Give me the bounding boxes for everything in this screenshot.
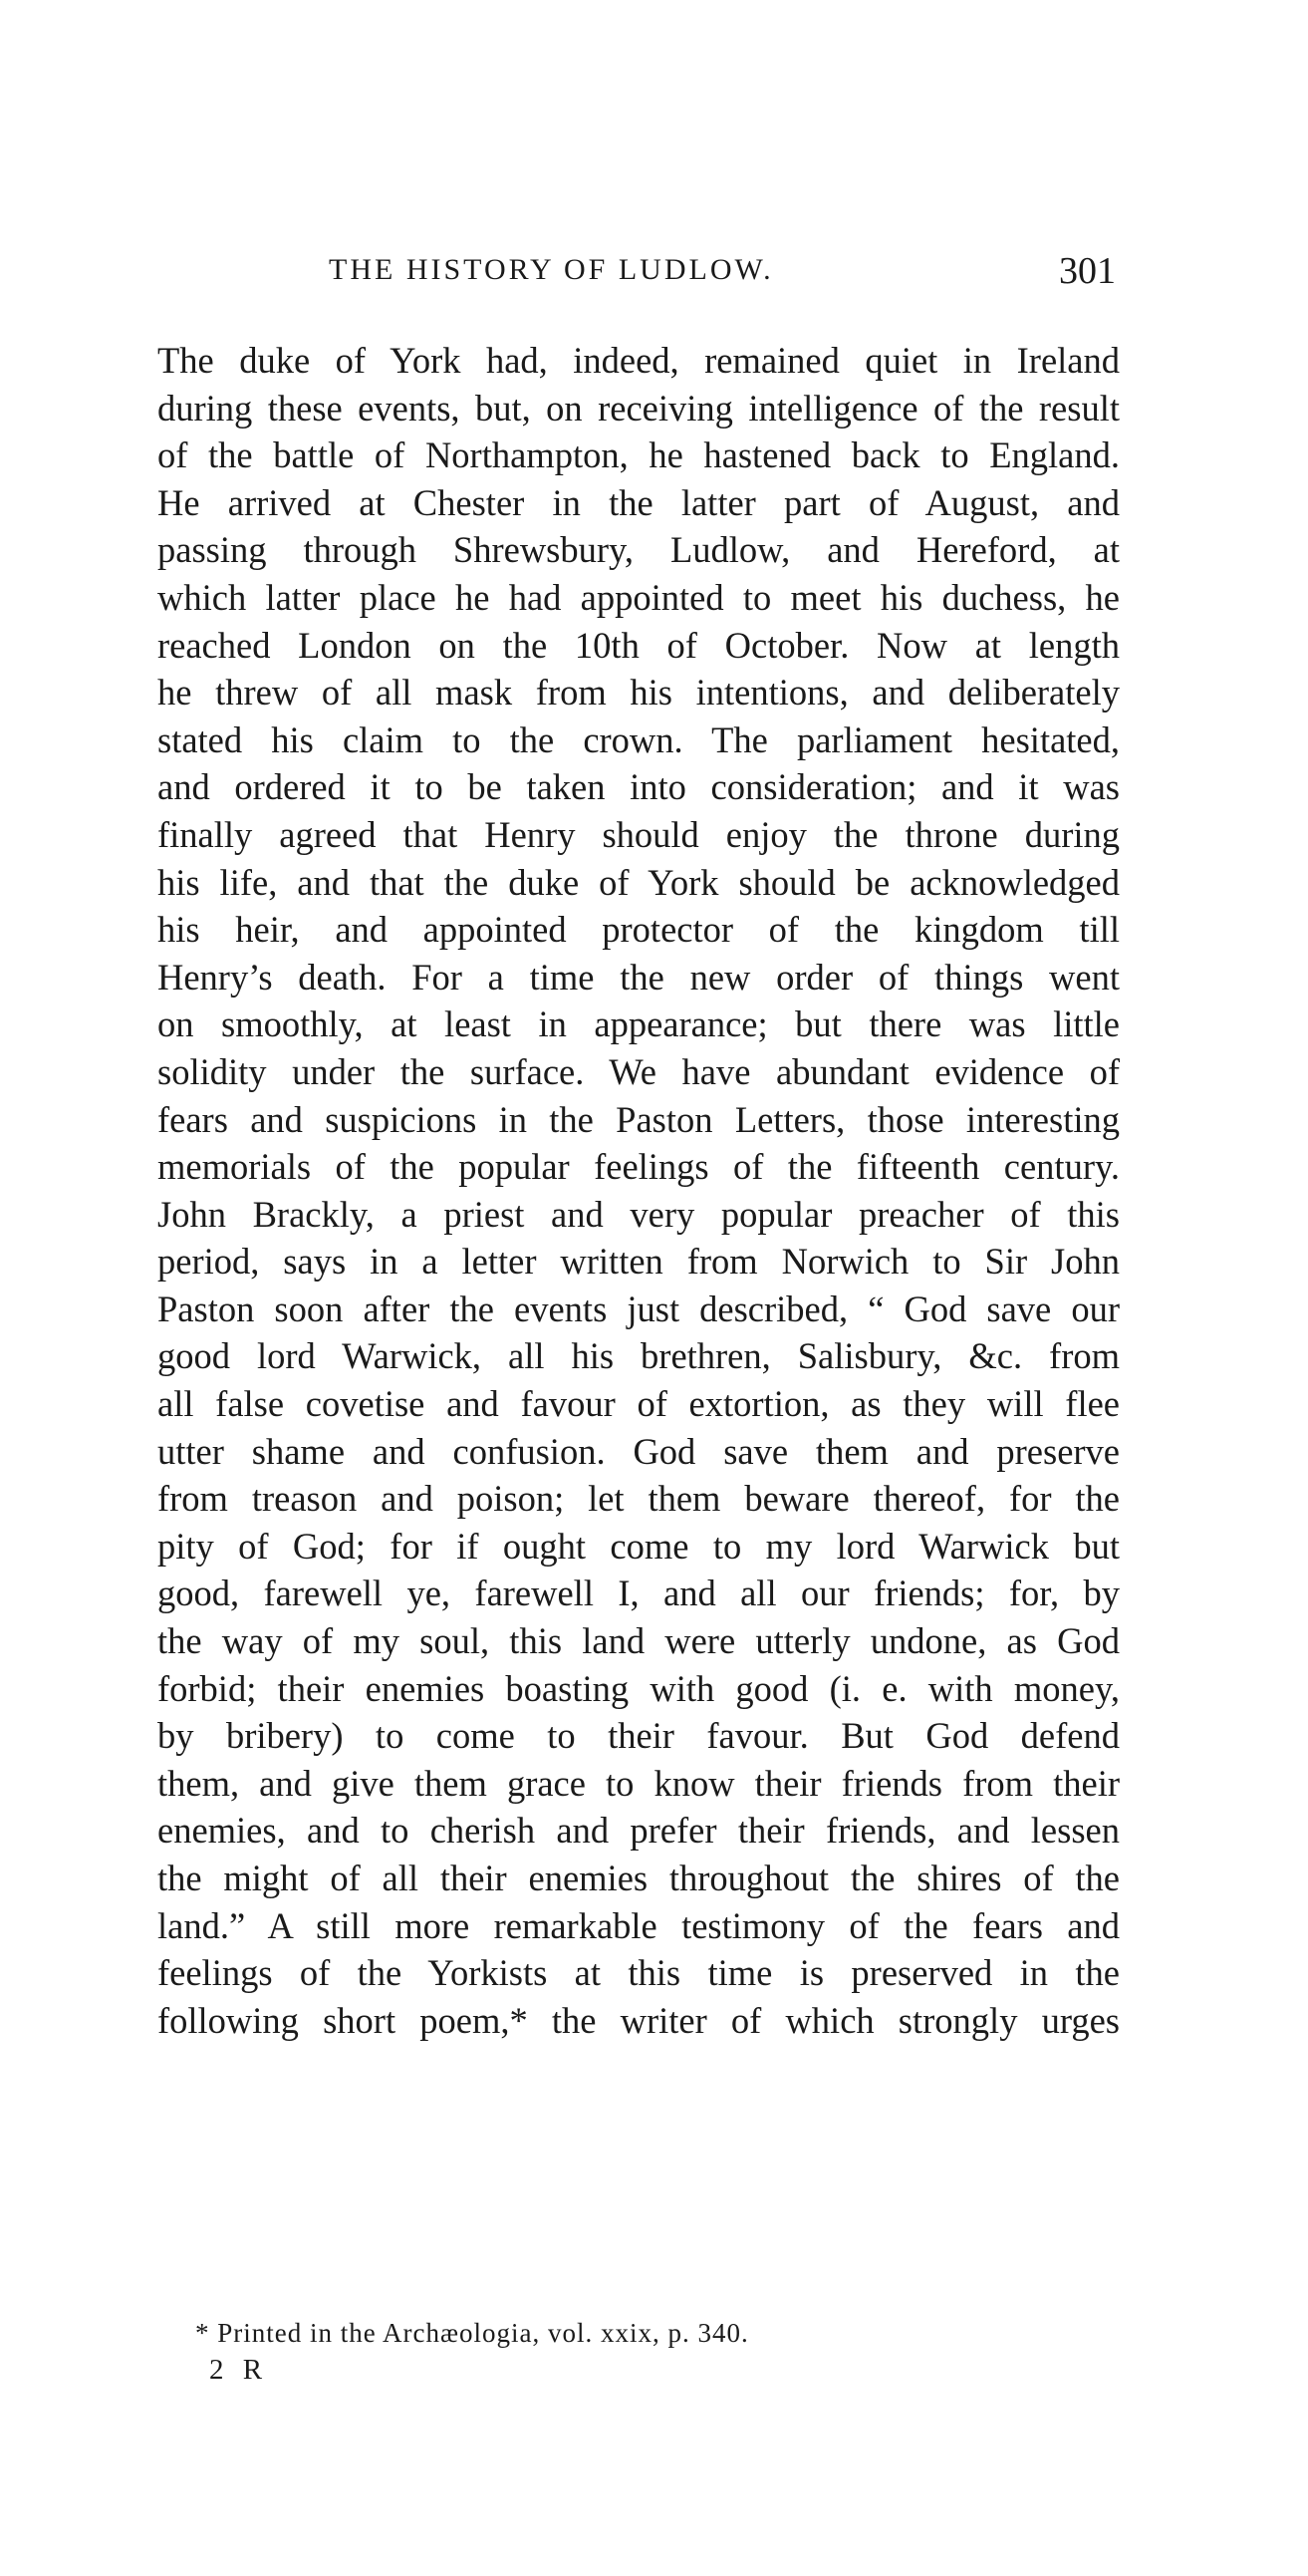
running-title: THE HISTORY OF LUDLOW. bbox=[329, 253, 774, 286]
text-line: and ordered it to be taken into consideration; and it was bbox=[157, 766, 1120, 808]
text-line: good, farewell ye, farewell I, and all our friends; for, by bbox=[157, 1573, 1120, 1614]
signature-mark: 2 R bbox=[209, 2354, 269, 2386]
text-line: good lord Warwick, all his brethren, Salisbury, &c. from bbox=[157, 1335, 1120, 1377]
text-line: his heir, and appointed protector of the kingdom till bbox=[157, 909, 1120, 951]
text-line: land.” A still more remarkable testimony of the fears and bbox=[157, 1904, 1120, 1946]
text-line: from treason and poison; let them beware thereof, for the bbox=[157, 1478, 1120, 1520]
text-line: pity of God; for if ought come to my lord Warwick but bbox=[157, 1525, 1120, 1567]
text-line: them, and give them grace to know their friends from their bbox=[157, 1762, 1120, 1804]
text-line: following short poem,* the writer of which strongly urges bbox=[157, 1999, 1120, 2041]
text-line: passing through Shrewsbury, Ludlow, and Hereford, at bbox=[157, 529, 1120, 571]
page-number: 301 bbox=[1059, 250, 1116, 292]
text-line: Henry’s death. For a time the new order of things went bbox=[157, 956, 1120, 998]
text-line: his life, and that the duke of York should be acknowledged bbox=[157, 861, 1120, 903]
text-line: utter shame and confusion. God save them and preserve bbox=[157, 1430, 1120, 1472]
text-line: John Brackly, a priest and very popular preacher of this bbox=[157, 1193, 1120, 1235]
text-line: He arrived at Chester in the latter part of August, and bbox=[157, 481, 1120, 523]
text-line: the way of my soul, this land were utterly undone, as God bbox=[157, 1620, 1120, 1662]
text-line: which latter place he had appointed to meet his duchess, he bbox=[157, 576, 1120, 618]
text-line: the might of all their enemies throughout the shires of the bbox=[157, 1858, 1120, 1898]
text-line: on smoothly, at least in appearance; but there was little bbox=[157, 1003, 1120, 1045]
text-line: stated his claim to the crown. The parliament hesitated, bbox=[157, 718, 1120, 760]
text-line: The duke of York had, indeed, remained quiet in Ireland bbox=[157, 340, 1120, 381]
text-line: Paston soon after the events just described, “ God save our bbox=[157, 1288, 1120, 1329]
text-line: finally agreed that Henry should enjoy the throne during bbox=[157, 813, 1120, 855]
body-text bbox=[157, 337, 1120, 2044]
text-line: during these events, but, on receiving intelligence of the result bbox=[157, 387, 1120, 429]
running-head bbox=[329, 249, 1116, 299]
text-line: enemies, and to cherish and prefer their friends, and lessen bbox=[157, 1810, 1120, 1852]
text-line: period, says in a letter written from Norwich to Sir John bbox=[157, 1241, 1120, 1283]
text-line: feelings of the Yorkists at this time is preserved in the bbox=[157, 1952, 1120, 1994]
text-line: he threw of all mask from his intentions, and deliberately bbox=[157, 672, 1120, 714]
text-line: solidity under the surface. We have abundant evidence of bbox=[157, 1050, 1120, 1092]
footnote: * Printed in the Archæologia, vol. xxix, p. 340. bbox=[195, 2318, 749, 2348]
text-line: forbid; their enemies boasting with good (i. e. with money, bbox=[157, 1667, 1120, 1709]
text-line: of the battle of Northampton, he hastened back to England. bbox=[157, 434, 1120, 476]
text-line: all false covetise and favour of extortion, as they will flee bbox=[157, 1383, 1120, 1425]
text-line: memorials of the popular feelings of the fifteenth century. bbox=[157, 1146, 1120, 1188]
text-line: reached London on the 10th of October. Now at length bbox=[157, 624, 1120, 666]
text-line: by bribery) to come to their favour. But God defend bbox=[157, 1715, 1120, 1757]
text-line: fears and suspicions in the Paston Letters, those interesting bbox=[157, 1098, 1120, 1140]
